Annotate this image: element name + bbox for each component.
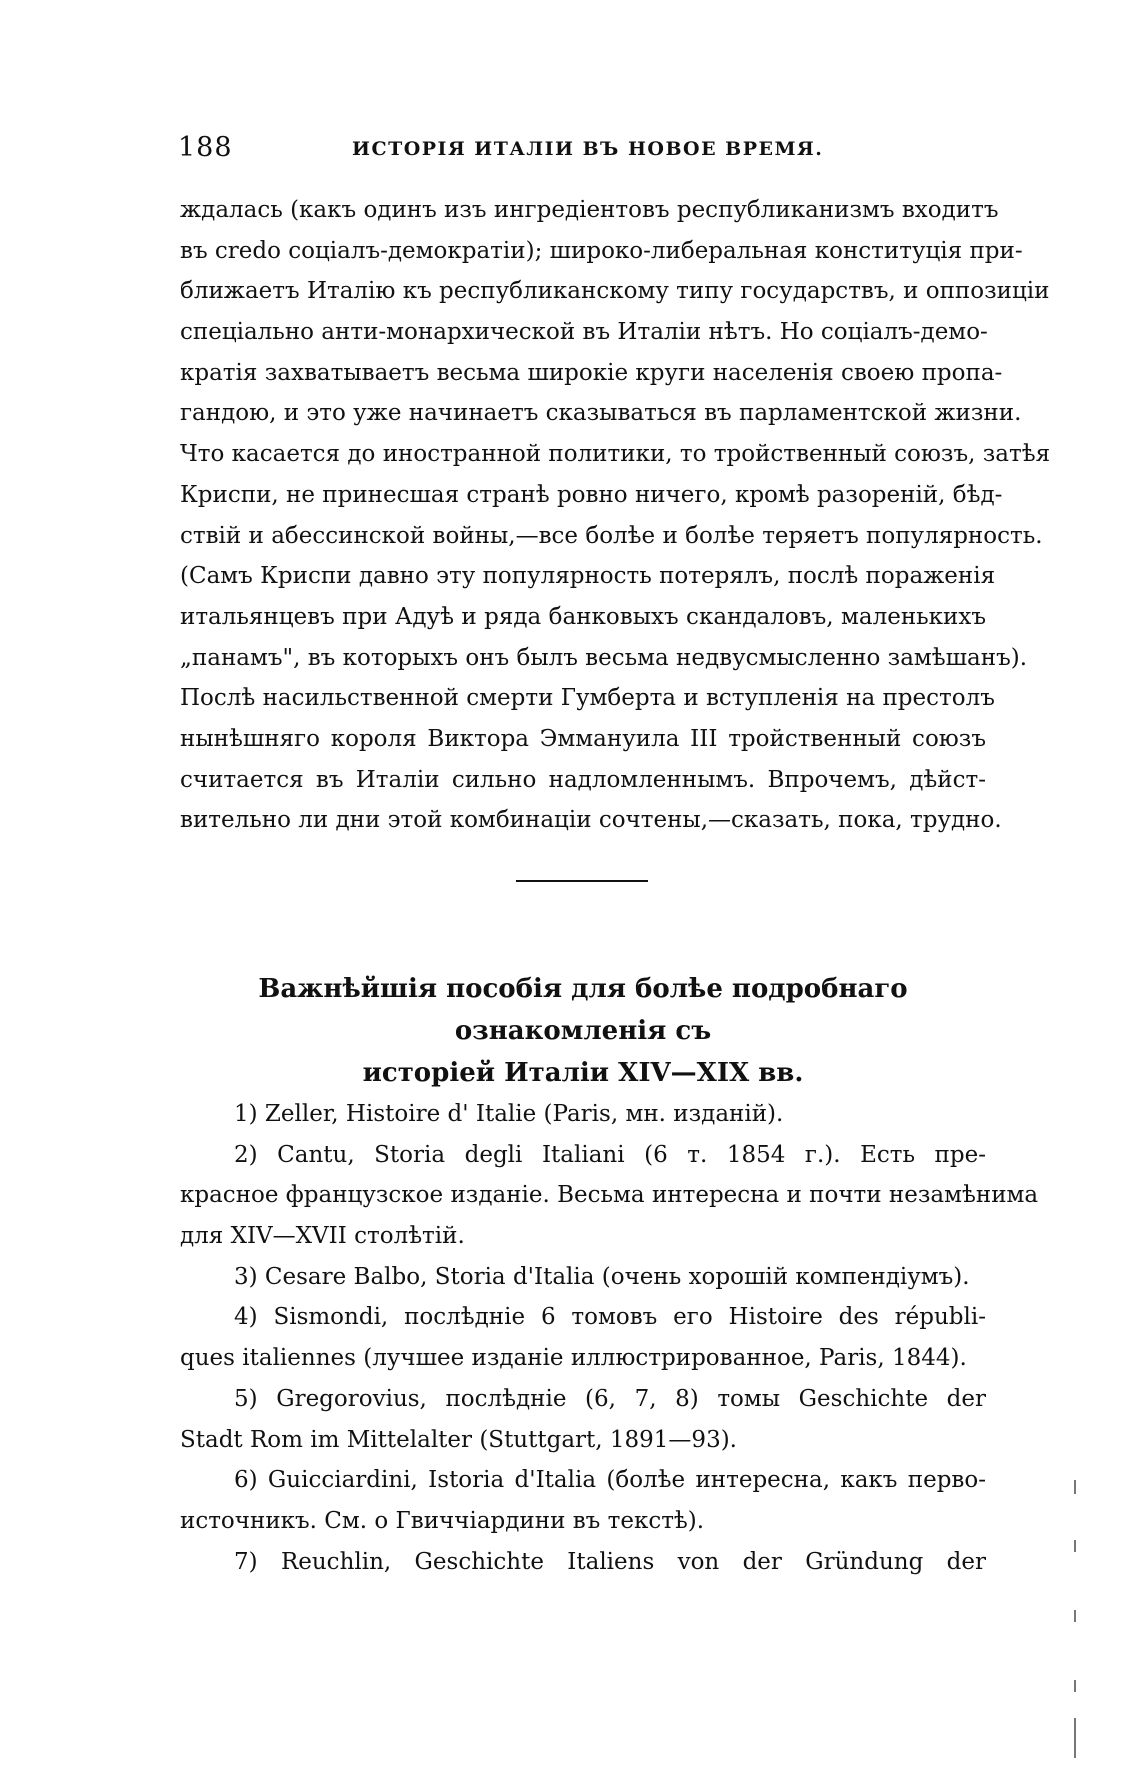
bibliography-entry: 7) Reuchlin, Geschichte Italiens von der Gründung der [234,1548,986,1575]
bibliography-entry: 1) Zeller, Histoire d' Italie (Paris, мн. изданій). [234,1101,784,1127]
bibliography-continuation: красное французское изданіе. Весьма интересна и почти незамѣнима [180,1182,1039,1209]
bibliography-continuation: ques italiennes (лучшее изданіе иллюстрированное, Paris, 1844). [180,1345,967,1372]
bibliography-continuation: для XIV—XVII столѣтій. [180,1223,465,1250]
text-line: „панамъ", въ которыхъ онъ былъ весьма недвусмысленно замѣшанъ). [180,644,1028,671]
section-divider [516,880,648,882]
text-line: Послѣ насильственной смерти Гумберта и вступленія на престолъ [180,685,995,712]
section-title [180,968,986,1094]
page-number: 188 [178,132,233,163]
text-line: въ credo соціалъ-демократіи); широко-либеральная конституція при- [180,237,1023,264]
text-line: ближаетъ Италію къ республиканскому типу государствъ, и оппозиціи [180,278,1050,305]
bibliography-entry: 4) Sismondi, послѣдніе 6 томовъ его Histoire des républi- [234,1304,986,1331]
running-title: ИСТОРІЯ ИТАЛІИ ВЪ НОВОЕ ВРЕМЯ. [352,138,824,160]
bibliography-entry: 3) Cesare Balbo, Storia d'Italia (очень хорошій компендіумъ). [234,1263,970,1290]
section-title-line: Важнѣйшія пособія для болѣе подробнаго ознакомленія съ [258,974,908,1046]
text-line: итальянцевъ при Адуѣ и ряда банковыхъ скандаловъ, маленькихъ [180,603,986,630]
scan-edge-mark [1074,1680,1076,1692]
text-line: ждалась (какъ одинъ изъ ингредіентовъ республиканизмъ входитъ [180,197,999,223]
text-line: Криспи, не принесшая странѣ ровно ничего, кромѣ разореній, бѣд- [180,481,1003,508]
section-title-line: исторіей Италіи XIV—XIX вв. [362,1058,804,1088]
text-line: считается въ Италіи сильно надломленнымъ. Впрочемъ, дѣйст- [180,766,986,793]
bibliography-continuation: источникъ. См. о Гвиччіардини въ текстѣ). [180,1507,705,1534]
text-line: (Самъ Криспи давно эту популярность потерялъ, послѣ пораженія [180,563,996,590]
text-line: ствій и абессинской войны,—все болѣе и болѣе теряетъ популярность. [180,522,1043,549]
bibliography-entry: 6) Guicciardini, Istoria d'Italia (болѣе интересна, какъ перво- [234,1467,986,1494]
scan-edge-mark [1074,1610,1076,1622]
text-line: кратія захватываетъ весьма широкіе круги населенія своею пропа- [180,359,1003,386]
text-line: вительно ли дни этой комбинаціи сочтены,—сказать, пока, трудно. [180,807,1002,834]
bibliography-entry: 5) Gregorovius, послѣдніе (6, 7, 8) томы Geschichte der [234,1385,986,1412]
bibliography-continuation: Stadt Rom im Mittelalter (Stuttgart, 1891—93). [180,1426,737,1453]
scan-edge-mark [1074,1718,1076,1758]
text-line: Что касается до иностранной политики, то тройственный союзъ, затѣя [180,441,1051,468]
text-line: нынѣшняго короля Виктора Эммануила III тройственный союзъ [180,725,986,752]
bibliography-entry: 2) Cantu, Storia degli Italiani (6 т. 1854 г.). Есть пре- [234,1141,986,1168]
bibliography-list [180,1094,1039,1582]
text-line: спеціально анти-монархической въ Италіи нѣтъ. Но соціалъ-демо- [180,319,988,346]
scan-edge-mark [1074,1480,1076,1494]
scan-edge-mark [1074,1540,1076,1552]
text-line: гандою, и это уже начинаетъ сказываться въ парламентской жизни. [180,400,1022,427]
page-header [178,132,980,172]
body-paragraph [180,190,1051,841]
